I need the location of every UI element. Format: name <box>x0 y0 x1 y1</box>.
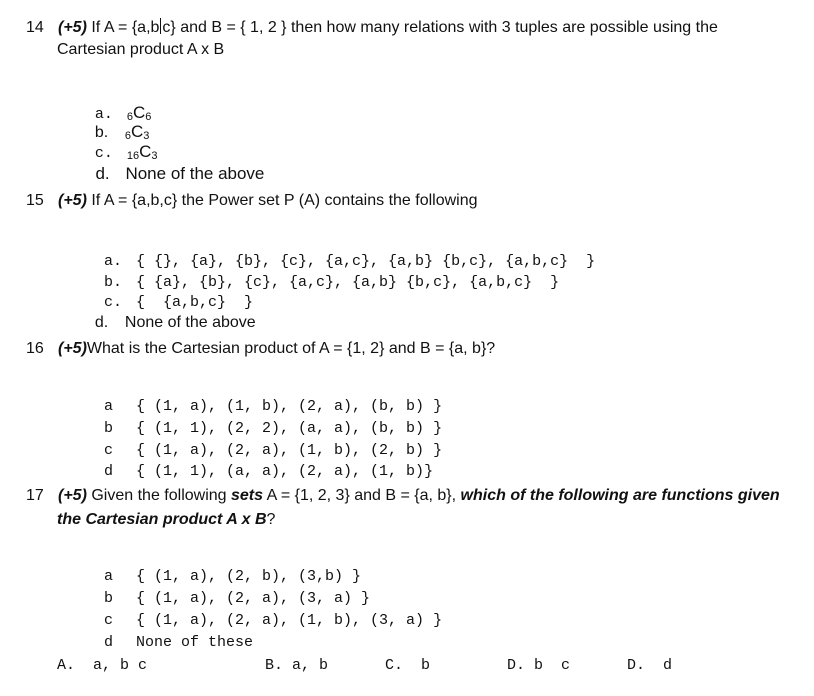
option-16-b[interactable]: b { (1, 1), (2, 2), (a, a), (b, b) } <box>104 420 443 437</box>
option-label: b <box>104 590 114 607</box>
option-14-d[interactable]: d. None of the above <box>95 164 265 183</box>
option-15-d[interactable]: d. None of the above <box>94 314 256 331</box>
option-16-d[interactable]: d { (1, 1), (a, a), (2, a), (1, b)} <box>104 463 434 480</box>
question-17-continuation: the Cartesian product A x B? <box>57 511 276 528</box>
option-label: b <box>104 420 114 437</box>
option-label: a <box>104 398 114 415</box>
points-label: (+5) <box>58 487 87 504</box>
question-16-header <box>26 340 495 358</box>
option-17-d[interactable]: d None of these <box>104 634 254 651</box>
option-label: b. <box>104 274 123 291</box>
question-number: 14 <box>26 19 44 36</box>
option-label: a. <box>94 106 113 123</box>
option-15-b[interactable]: b. { {a}, {b}, {c}, {a,c}, {a,b} {b,c}, {a,b,c} } <box>104 274 560 291</box>
answer-choice-e[interactable]: D. d <box>627 657 673 674</box>
question-text: If A = {a,b,c} the Power set P (A) contains the following <box>91 192 478 209</box>
option-16-c[interactable]: c { (1, a), (2, a), (1, b), (2, b) } <box>104 442 443 459</box>
answer-choice-d[interactable]: D. b c <box>507 657 571 674</box>
option-label: c. <box>104 294 123 311</box>
option-14-c[interactable]: c. $16C_3$ <box>94 142 158 162</box>
answer-choice-c[interactable]: C. b <box>385 657 431 674</box>
question-number: 15 <box>26 192 44 209</box>
option-label: c <box>104 612 114 629</box>
question-15-header <box>26 192 478 210</box>
option-label: d. <box>95 164 110 183</box>
question-text: What is the Cartesian product of A = {1, 2} and B = {a, b}? <box>86 340 496 357</box>
option-14-a[interactable]: a. $6C_6$ <box>94 103 152 123</box>
question-text-part: c} and B = { 1, 2 } then how many relations with 3 tuples are possible using the <box>162 19 718 36</box>
points-label: (+5) <box>58 340 87 357</box>
points-label: (+5) <box>58 192 87 209</box>
option-14-b[interactable]: b. $6C_3$ <box>94 122 150 142</box>
option-15-c[interactable]: c. { {a,b,c} } <box>104 294 254 311</box>
option-label: d. <box>94 314 109 331</box>
answer-choice-a[interactable]: A. a, b c <box>57 657 148 674</box>
option-label: a <box>104 568 114 585</box>
option-label: b. <box>94 124 109 141</box>
question-number: 16 <box>26 340 44 357</box>
option-label: d <box>104 463 114 480</box>
option-17-a[interactable]: a { (1, a), (2, b), (3,b) } <box>104 568 362 585</box>
option-label: c <box>104 442 114 459</box>
option-16-a[interactable]: a { (1, a), (1, b), (2, a), (b, b) } <box>104 398 443 415</box>
option-label: d <box>104 634 114 651</box>
option-17-c[interactable]: c { (1, a), (2, a), (1, b), (3, a) } <box>104 612 443 629</box>
option-17-b[interactable]: b { (1, a), (2, a), (3, a) } <box>104 590 371 607</box>
question-14-continuation: Cartesian product A x B <box>57 41 225 58</box>
question-number: 17 <box>26 487 44 504</box>
option-label: c. <box>94 145 113 162</box>
question-17-header: 17 (+5) Given the following sets A = {1, 2, 3} and B = {a, b}, which of the following are functions given <box>26 487 780 504</box>
option-label: a. <box>104 253 123 270</box>
points-label: (+5) <box>58 19 87 36</box>
question-14-header <box>26 18 718 37</box>
option-15-a[interactable]: a. { {}, {a}, {b}, {c}, {a,c}, {a,b} {b,c}, {a,b,c} } <box>104 253 596 270</box>
question-text-part: If A = {a,b <box>91 19 160 36</box>
answer-choice-b[interactable]: B. a, b <box>265 657 329 674</box>
